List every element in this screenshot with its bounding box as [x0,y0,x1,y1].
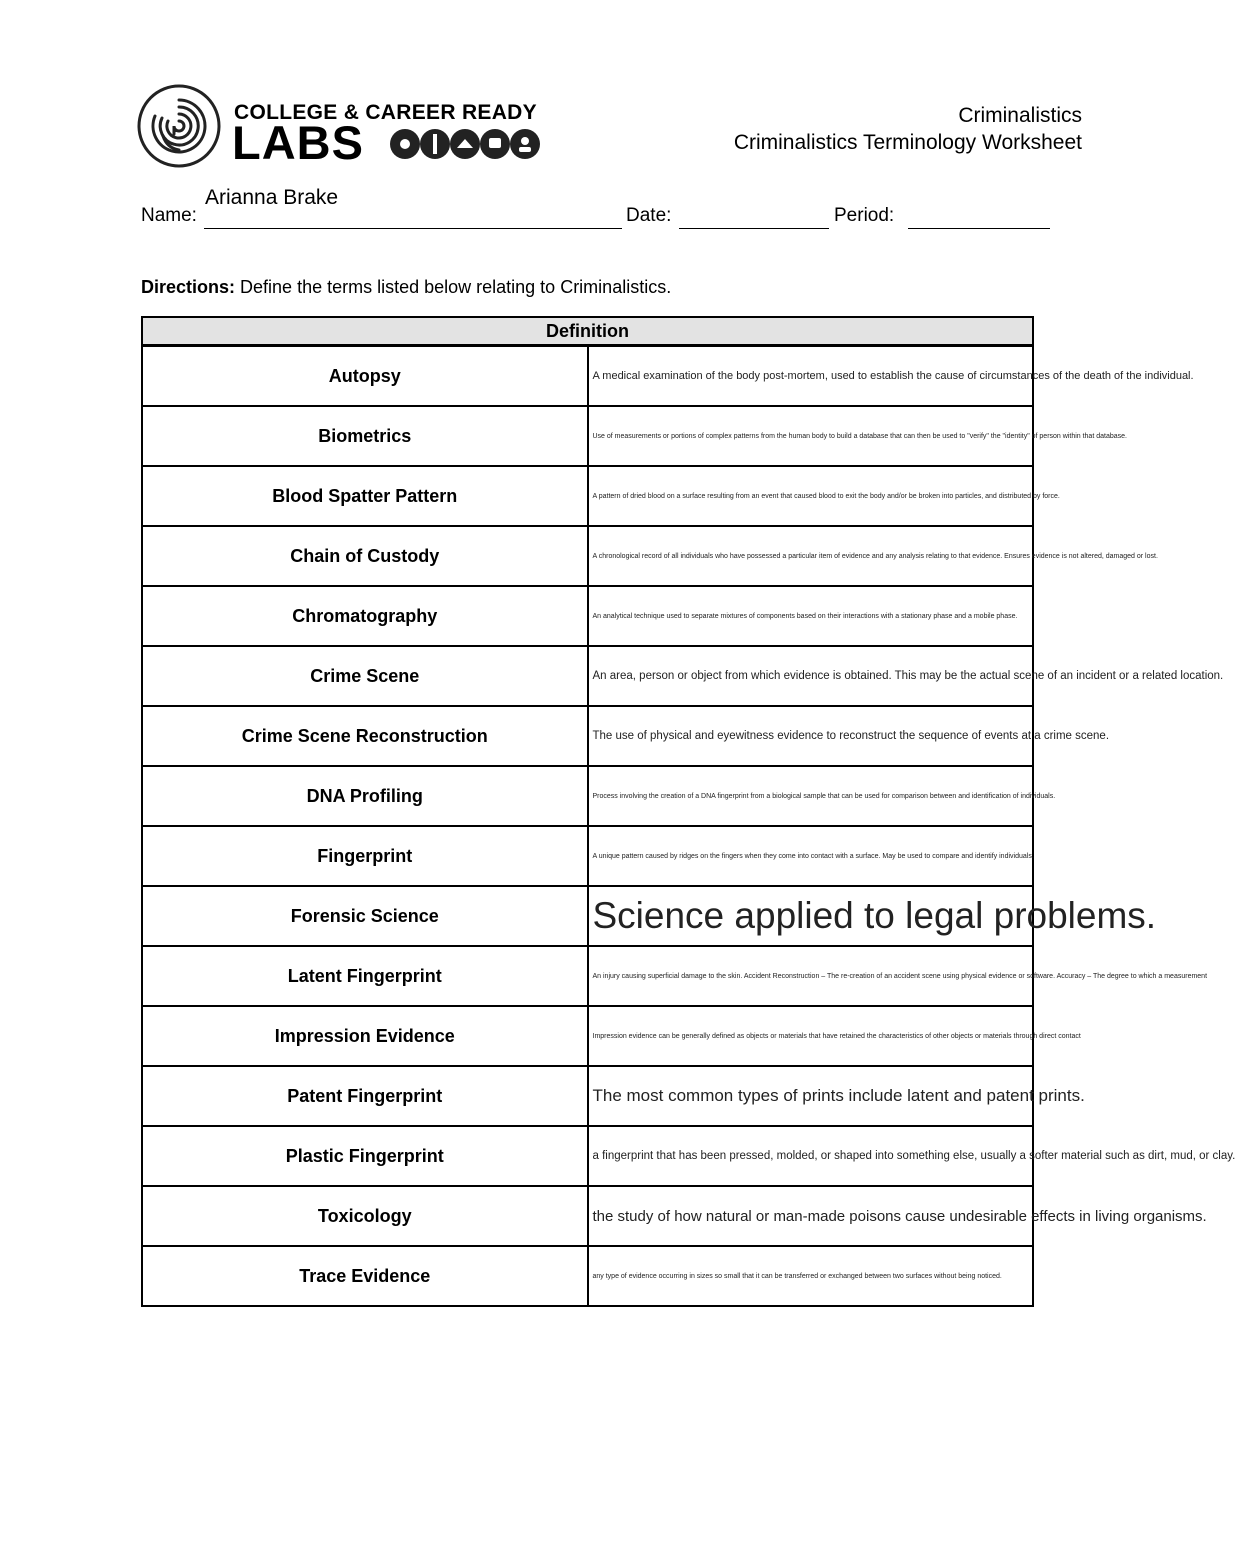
definition-text: An analytical technique used to separate mixtures of components based on their interactions with a stationary phase and a mobile phase. [592,612,1018,620]
period-label: Period: [834,205,895,226]
table-row [142,346,1033,407]
period-line[interactable] [908,228,1050,229]
definition-text: An injury causing superficial damage to the skin. Accident Reconstruction – The re-creation of an accident scene using physical evidence or software. Accuracy – The degree to which a measurement [592,972,1208,980]
definition-header: Definition [142,317,1033,346]
term-cell: Trace Evidence [142,1246,588,1306]
definition-text: Process involving the creation of a DNA fingerprint from a biological sample that can be used for comparison between and identification of individuals. [592,792,1056,800]
definition-cell[interactable] [588,1186,1207,1246]
definition-text: Impression evidence can be generally defined as objects or materials that have retained the characteristics of other objects or materials through direct contact [592,1032,1081,1040]
definition-cell[interactable] [588,1006,1081,1066]
directions-text: Define the terms listed below relating to Criminalistics. [235,277,672,297]
definition-text: A chronological record of all individuals who have possessed a particular item of evidence and any analysis relating to that evidence. Ensures evidence is not altered, damaged or lost. [592,552,1158,560]
directions [141,277,671,298]
definition-text: Science applied to legal problems. [592,895,1157,936]
definition-text: the study of how natural or man-made poisons cause undesirable effects in living organisms. [592,1207,1207,1225]
definition-cell[interactable] [588,586,1034,646]
table-row [142,526,1033,586]
fingerprint-logo-icon [137,84,221,168]
table-row [142,1186,1033,1246]
worksheet-title: Criminalistics Terminology Worksheet [733,131,1082,154]
definition-cell[interactable] [588,1066,1085,1126]
definition-cell[interactable] [588,886,1157,946]
term-cell: Patent Fingerprint [142,1066,588,1126]
term-cell: Plastic Fingerprint [142,1126,588,1186]
definition-cell[interactable] [588,766,1056,826]
definition-text: a fingerprint that has been pressed, molded, or shaped into something else, usually a softer material such as dirt, mud, or clay. [592,1150,1235,1162]
directions-label: Directions: [141,277,236,297]
definition-text: Use of measurements or portions of complex patterns from the human body to build a database that can then be used to "verify" the "identity" of person within that database. [592,432,1127,440]
definition-cell[interactable] [588,646,1224,706]
table-row [142,886,1033,946]
table-row [142,466,1033,526]
date-line[interactable] [679,228,829,229]
terms-table [141,316,1235,1307]
definition-cell[interactable] [588,946,1208,1006]
logo-wordmark: LABS [232,116,364,169]
term-cell: Fingerprint [142,826,588,886]
term-cell: DNA Profiling [142,766,588,826]
definition-text: The most common types of prints include latent and patent prints. [592,1086,1085,1105]
definition-text: A pattern of dried blood on a surface resulting from an event that caused blood to exit the body and/or be broken into particles, and distributed by force. [592,492,1060,500]
name-label: Name: [141,205,197,226]
definition-cell[interactable] [588,466,1060,526]
career-cluster-icons [389,128,543,160]
table-row [142,586,1033,646]
course-title: Criminalistics [958,104,1082,127]
table-row [142,1246,1033,1306]
term-cell: Impression Evidence [142,1006,588,1066]
definition-text: An area, person or object from which evidence is obtained. This may be the actual scene of an incident or a related location. [592,670,1224,682]
table-row [142,826,1033,886]
student-name-value[interactable]: Arianna Brake [205,186,339,209]
term-cell: Crime Scene Reconstruction [142,706,588,766]
definition-cell[interactable] [588,1126,1235,1186]
definition-text: any type of evidence occurring in sizes so small that it can be transferred or exchanged between two surfaces without being noticed. [592,1272,1002,1280]
definition-cell[interactable] [588,1246,1034,1306]
table-row [142,1006,1033,1066]
definition-cell[interactable] [588,706,1110,766]
table-row [142,1126,1033,1186]
term-cell: Toxicology [142,1186,588,1246]
term-cell: Biometrics [142,406,588,466]
definition-cell[interactable] [588,346,1194,407]
term-cell: Forensic Science [142,886,588,946]
definition-text: A unique pattern caused by ridges on the fingers when they come into contact with a surface. May be used to compare and identify individuals. [592,852,1034,860]
term-cell: Chain of Custody [142,526,588,586]
table-header-row [142,317,1033,346]
term-cell: Chromatography [142,586,588,646]
table-row [142,1066,1033,1126]
definition-cell[interactable] [588,526,1158,586]
definition-cell[interactable] [588,406,1127,466]
terms-body [142,346,1235,1307]
definition-text: A medical examination of the body post-mortem, used to establish the cause of circumstances of the death of the individual. [592,370,1194,382]
definition-cell[interactable] [588,826,1034,886]
term-cell: Crime Scene [142,646,588,706]
term-cell: Autopsy [142,346,588,407]
table-row [142,406,1033,466]
name-line [204,228,622,229]
table-row [142,646,1033,706]
logo-tagline: COLLEGE & CAREER READY [234,101,537,124]
term-cell: Blood Spatter Pattern [142,466,588,526]
table-row [142,946,1033,1006]
date-label: Date: [626,205,672,226]
definition-text: The use of physical and eyewitness evidence to reconstruct the sequence of events at a crime scene. [592,730,1110,742]
table-row [142,766,1033,826]
table-row [142,706,1033,766]
term-cell: Latent Fingerprint [142,946,588,1006]
